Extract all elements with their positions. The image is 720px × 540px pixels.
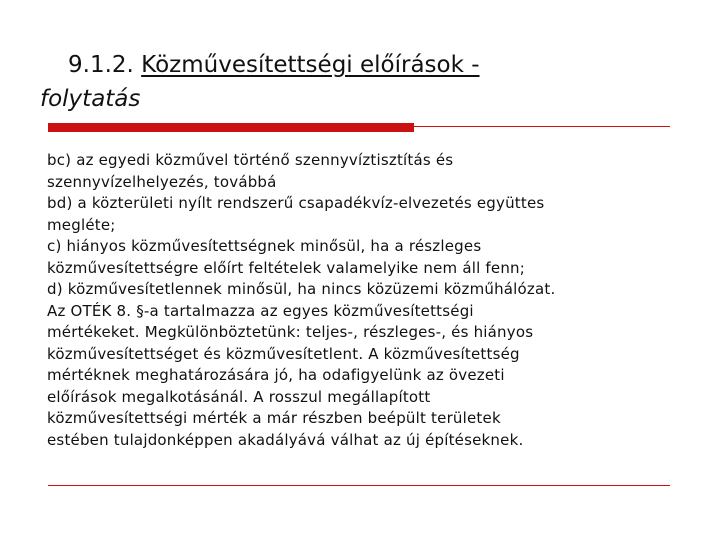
- title-underline-bar: [48, 123, 414, 132]
- title-number: 9.1.2.: [68, 52, 134, 78]
- body-line: közművesítettséget és közművesítetlent. A közművesítettség: [47, 344, 520, 363]
- slide-body: [47, 150, 687, 451]
- footer-divider: [48, 485, 670, 486]
- body-line: megléte;: [47, 215, 116, 234]
- title-continuation: folytatás: [40, 86, 141, 112]
- body-line: közművesítettségre előírt feltételek valamelyike nem áll fenn;: [47, 258, 526, 277]
- body-line: bc) az egyedi közművel történő szennyvíztisztítás és: [47, 151, 454, 169]
- title-underline-thin: [414, 126, 670, 127]
- body-line: mértéknek meghatározására jó, ha odafigyelünk az övezeti: [47, 366, 505, 384]
- body-line: d) közművesítetlennek minősül, ha nincs közüzemi közműhálózat.: [47, 280, 556, 298]
- body-line: előírások megalkotásánál. A rosszul megállapított: [47, 387, 431, 406]
- body-line: közművesítettségi mérték a már részben beépült területek: [47, 409, 501, 427]
- body-line: Az OTÉK 8. §-a tartalmazza az egyes közművesítettségi: [47, 301, 474, 320]
- body-line: c) hiányos közművesítettségnek minősül, ha a részleges: [47, 237, 482, 255]
- body-line: bd) a közterületi nyílt rendszerű csapadékvíz-elvezetés együttes: [47, 194, 545, 212]
- slide-title: [40, 48, 680, 116]
- body-line: estében tulajdonképpen akadályává válhat az új építéseknek.: [47, 430, 524, 449]
- body-line: mértékeket. Megkülönböztetünk: teljes-, részleges-, és hiányos: [47, 323, 534, 341]
- body-line: szennyvízelhelyezés, továbbá: [47, 172, 277, 191]
- title-main: Közművesítettségi előírások -: [141, 52, 480, 78]
